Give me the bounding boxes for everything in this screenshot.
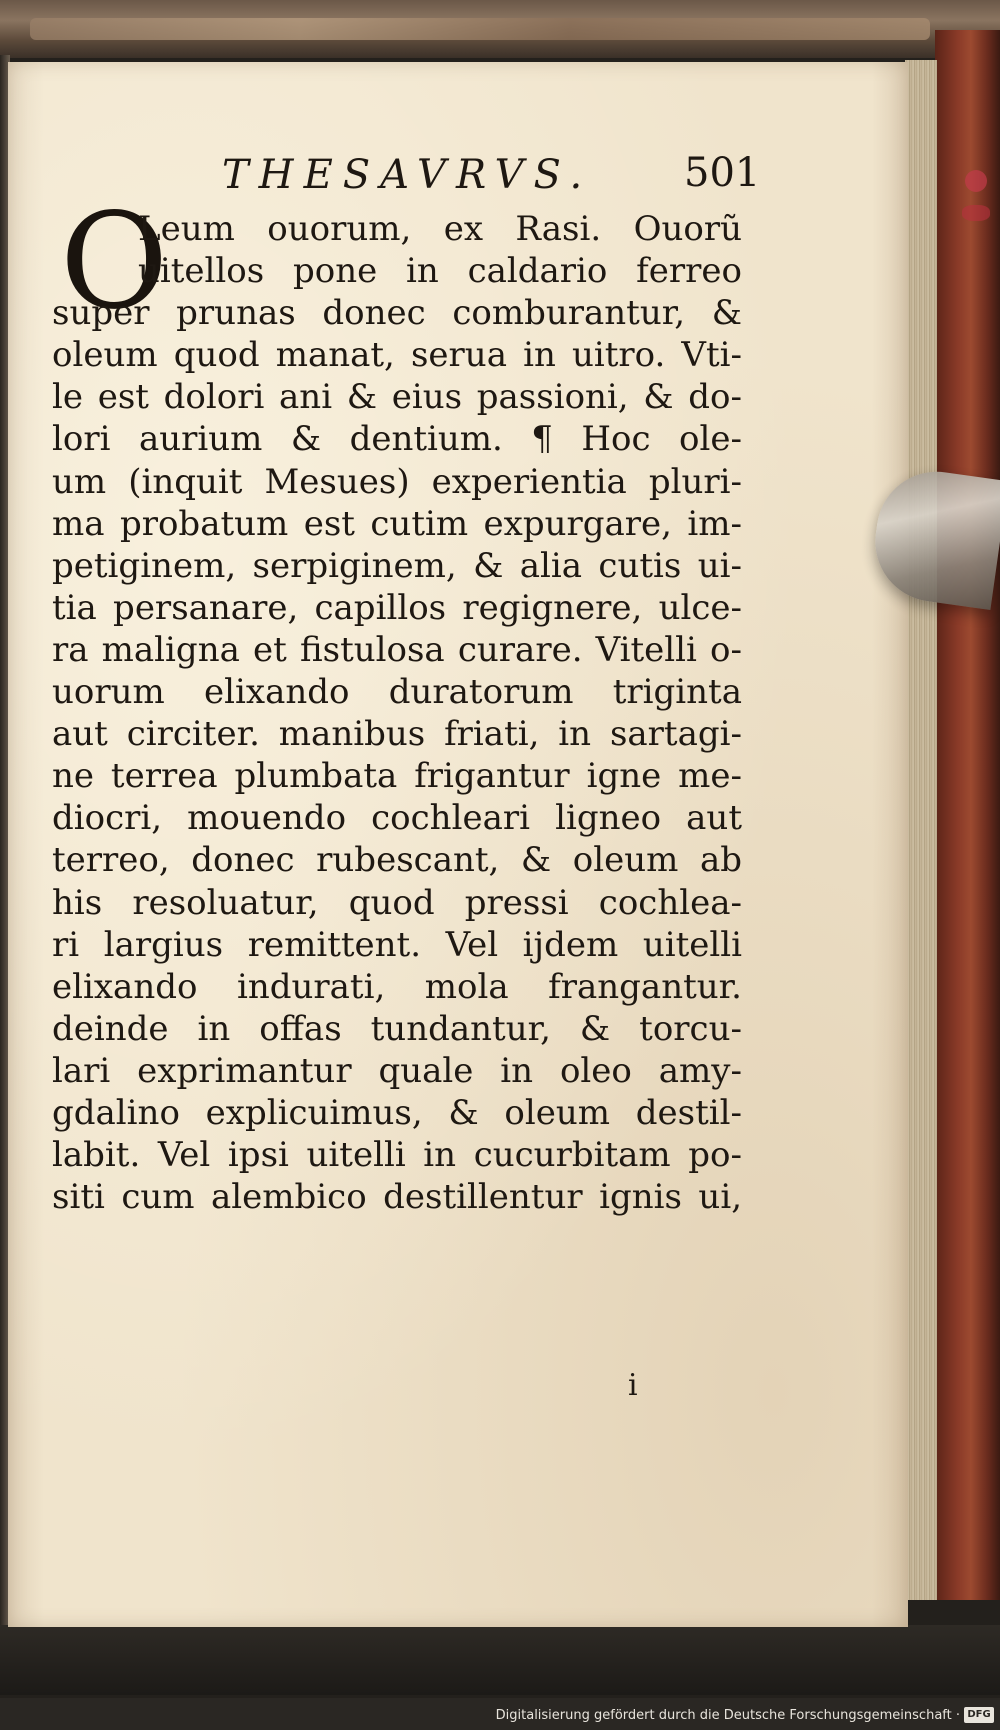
- text-line: labit. Vel ipsi uitelli in cucurbitam po-: [52, 1135, 742, 1176]
- text-line: terreo, donec rubescant, & oleum ab: [52, 840, 742, 881]
- red-stain: [962, 205, 990, 221]
- text-line: ra maligna et fistulosa curare. Vitelli o-: [52, 629, 742, 670]
- text-line: ne terrea plumbata frigantur igne me-: [52, 756, 742, 797]
- red-stain: [965, 170, 987, 192]
- text-line: aut circiter. manibus friati, in sartagi-: [52, 714, 742, 755]
- page-number: 501: [684, 150, 761, 196]
- text-line: diocri, mouendo cochleari ligneo aut: [52, 798, 742, 839]
- signature-mark: i: [628, 1368, 638, 1403]
- text-line: petiginem, serpiginem, & alia cutis ui-: [52, 545, 742, 586]
- page-fore-edge: [905, 60, 937, 1600]
- running-title: THESAVRVS.: [222, 152, 593, 198]
- text-line: lori aurium & dentium. ¶ Hoc ole-: [52, 419, 742, 460]
- book-bottom-edge: [0, 1625, 1000, 1695]
- leather-binding: [935, 30, 1000, 1600]
- text-line: um (inquit Mesues) experientia pluri-: [52, 461, 742, 502]
- text-line: siti cum alembico destillentur ignis ui,: [52, 1177, 742, 1218]
- book-top-edge: [0, 0, 1000, 58]
- text-line: lari exprimantur quale in oleo amy-: [52, 1050, 742, 1091]
- text-line: uorum elixando duratorum triginta: [52, 672, 742, 713]
- text-line: uitellos pone in caldario ferreo: [138, 251, 742, 292]
- text-line: elixando indurati, mola frangantur.: [52, 966, 742, 1007]
- text-line: le est dolori ani & eius passioni, & do-: [52, 377, 742, 418]
- text-line: ri largius remittent. Vel ijdem uitelli: [52, 924, 742, 965]
- footer-credit: Digitalisierung gefördert durch die Deutsche Forschungsgemeinschaft ·: [495, 1708, 960, 1723]
- text-line: his resoluatur, quod pressi cochlea-: [52, 882, 742, 923]
- text-line: deinde in offas tundantur, & torcu-: [52, 1008, 742, 1049]
- text-line: oleum quod manat, serua in uitro. Vti-: [52, 335, 742, 376]
- text-line: tia persanare, capillos regignere, ulce-: [52, 587, 742, 628]
- body-text: [52, 208, 742, 1218]
- drop-cap: O: [60, 185, 169, 339]
- text-line: super prunas donec comburantur, &: [52, 293, 742, 334]
- text-line: ma probatum est cutim expurgare, im-: [52, 503, 742, 544]
- text-line: gdalino explicuimus, & oleum destil-: [52, 1092, 742, 1133]
- text-line: Leum ouorum, ex Rasi. Ouorũ: [138, 209, 742, 249]
- dfg-logo: DFG: [964, 1707, 994, 1723]
